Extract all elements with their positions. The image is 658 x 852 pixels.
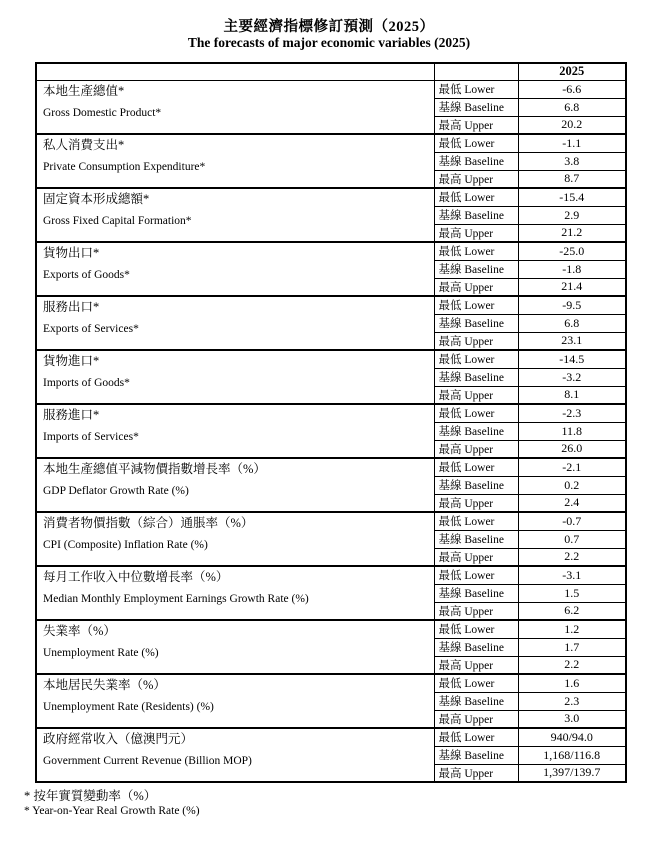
table-row	[36, 296, 626, 314]
value-cell: -15.4	[518, 188, 626, 206]
table-row	[36, 80, 626, 98]
scenario-label: 最高 Upper	[434, 278, 518, 296]
indicator-cell	[36, 458, 434, 512]
value-cell: 3.8	[518, 152, 626, 170]
value-cell: -1.1	[518, 134, 626, 152]
value-cell: -3.2	[518, 368, 626, 386]
indicator-cell	[36, 80, 434, 134]
header-scenario-cell	[434, 63, 518, 80]
scenario-label: 最高 Upper	[434, 764, 518, 782]
indicator-name-en: Imports of Goods*	[43, 377, 130, 389]
indicator-cell	[36, 134, 434, 188]
indicator-name-en: Gross Domestic Product*	[43, 106, 162, 119]
value-cell: 21.4	[518, 278, 626, 296]
indicator-cell	[36, 512, 434, 566]
scenario-label: 最高 Upper	[434, 116, 518, 134]
indicator-cell	[36, 242, 434, 296]
indicator-name-zh: 每月工作收入中位數增長率（%）	[43, 570, 229, 584]
value-cell: 1.2	[518, 620, 626, 638]
value-cell: 11.8	[518, 422, 626, 440]
indicator-name-zh: 貨物出口*	[43, 246, 100, 260]
value-cell: 1,397/139.7	[518, 764, 626, 782]
value-cell: 26.0	[518, 440, 626, 458]
value-cell: 8.7	[518, 170, 626, 188]
table-row	[36, 404, 626, 422]
table-row	[36, 512, 626, 530]
indicator-name-en: CPI (Composite) Inflation Rate (%)	[43, 539, 208, 551]
table-header-row	[36, 63, 626, 80]
scenario-label: 最低 Lower	[434, 134, 518, 152]
value-cell: 6.2	[518, 602, 626, 620]
indicator-name-en: Median Monthly Employment Earnings Growth Rate (%)	[43, 593, 309, 605]
value-cell: -0.7	[518, 512, 626, 530]
value-cell: 0.2	[518, 476, 626, 494]
indicator-name-en: GDP Deflator Growth Rate (%)	[43, 485, 189, 497]
scenario-label: 最高 Upper	[434, 602, 518, 620]
scenario-label: 基線 Baseline	[434, 476, 518, 494]
indicator-cell	[36, 674, 434, 728]
scenario-label: 最低 Lower	[434, 566, 518, 584]
scenario-label: 基線 Baseline	[434, 260, 518, 278]
indicator-name-zh: 服務出口*	[43, 300, 100, 314]
indicator-name-zh: 本地居民失業率（%）	[43, 678, 166, 692]
scenario-label: 基線 Baseline	[434, 422, 518, 440]
indicator-name-zh: 私人消費支出*	[43, 138, 125, 152]
table-row	[36, 458, 626, 476]
scenario-label: 最低 Lower	[434, 512, 518, 530]
table-row	[36, 728, 626, 746]
scenario-label: 最高 Upper	[434, 440, 518, 458]
table-row	[36, 242, 626, 260]
footnote-english: * Year-on-Year Real Growth Rate (%)	[24, 805, 200, 817]
value-cell: -14.5	[518, 350, 626, 368]
forecast-table	[35, 62, 627, 783]
scenario-label: 基線 Baseline	[434, 746, 518, 764]
scenario-label: 基線 Baseline	[434, 530, 518, 548]
value-cell: 1.7	[518, 638, 626, 656]
indicator-cell	[36, 566, 434, 620]
indicator-name-zh: 政府經常收入（億澳門元）	[43, 732, 194, 746]
scenario-label: 基線 Baseline	[434, 368, 518, 386]
value-cell: 1,168/116.8	[518, 746, 626, 764]
scenario-label: 最低 Lower	[434, 80, 518, 98]
value-cell: 940/94.0	[518, 728, 626, 746]
scenario-label: 基線 Baseline	[434, 692, 518, 710]
scenario-label: 最低 Lower	[434, 296, 518, 314]
indicator-name-en: Imports of Services*	[43, 431, 139, 443]
header-year-cell: 2025	[518, 63, 626, 80]
scenario-label: 最高 Upper	[434, 710, 518, 728]
indicator-name-zh: 固定資本形成總額*	[43, 192, 150, 206]
indicator-name-zh: 本地生產總值*	[43, 83, 125, 98]
indicator-name-en: Unemployment Rate (%)	[43, 647, 159, 659]
page-title-chinese: 主要經濟指標修訂預測（2025）	[223, 19, 435, 35]
scenario-label: 最低 Lower	[434, 350, 518, 368]
value-cell: 8.1	[518, 386, 626, 404]
table-row	[36, 188, 626, 206]
value-cell: -6.6	[518, 80, 626, 98]
value-cell: 2.2	[518, 548, 626, 566]
indicator-name-zh: 失業率（%）	[43, 624, 116, 638]
indicator-cell	[36, 350, 434, 404]
scenario-label: 最高 Upper	[434, 386, 518, 404]
indicator-cell	[36, 188, 434, 242]
value-cell: 1.5	[518, 584, 626, 602]
indicator-name-zh: 貨物進口*	[43, 354, 100, 368]
indicator-name-zh: 服務進口*	[43, 408, 100, 422]
scenario-label: 最低 Lower	[434, 620, 518, 638]
value-cell: 20.2	[518, 116, 626, 134]
scenario-label: 基線 Baseline	[434, 638, 518, 656]
table-row	[36, 350, 626, 368]
indicator-name-en: Government Current Revenue (Billion MOP)	[43, 755, 252, 767]
value-cell: -2.1	[518, 458, 626, 476]
indicator-cell	[36, 404, 434, 458]
scenario-label: 最高 Upper	[434, 332, 518, 350]
value-cell: 3.0	[518, 710, 626, 728]
value-cell: 1.6	[518, 674, 626, 692]
table-row	[36, 566, 626, 584]
scenario-label: 最低 Lower	[434, 242, 518, 260]
value-cell: 6.8	[518, 314, 626, 332]
value-cell: 2.3	[518, 692, 626, 710]
value-cell: -3.1	[518, 566, 626, 584]
scenario-label: 基線 Baseline	[434, 152, 518, 170]
scenario-label: 最高 Upper	[434, 548, 518, 566]
value-cell: 6.8	[518, 98, 626, 116]
page-title-english: The forecasts of major economic variables (2025)	[187, 35, 471, 50]
scenario-label: 最低 Lower	[434, 404, 518, 422]
value-cell: -2.3	[518, 404, 626, 422]
value-cell: 23.1	[518, 332, 626, 350]
value-cell: 0.7	[518, 530, 626, 548]
indicator-name-en: Gross Fixed Capital Formation*	[43, 215, 192, 227]
table-row	[36, 674, 626, 692]
indicator-name-zh: 消費者物價指數（綜合）通脹率（%）	[43, 516, 254, 530]
table-row	[36, 620, 626, 638]
indicator-name-zh: 本地生產總值平減物價指數增長率（%）	[43, 462, 266, 476]
scenario-label: 最高 Upper	[434, 494, 518, 512]
value-cell: 2.9	[518, 206, 626, 224]
scenario-label: 最高 Upper	[434, 224, 518, 242]
scenario-label: 最低 Lower	[434, 458, 518, 476]
value-cell: -25.0	[518, 242, 626, 260]
table-row	[36, 134, 626, 152]
scenario-label: 最高 Upper	[434, 170, 518, 188]
indicator-cell	[36, 296, 434, 350]
scenario-label: 最低 Lower	[434, 188, 518, 206]
indicator-name-en: Unemployment Rate (Residents) (%)	[43, 701, 214, 713]
scenario-label: 最低 Lower	[434, 728, 518, 746]
scenario-label: 最低 Lower	[434, 674, 518, 692]
scenario-label: 基線 Baseline	[434, 584, 518, 602]
indicator-name-en: Exports of Goods*	[43, 269, 130, 281]
value-cell: 21.2	[518, 224, 626, 242]
value-cell: 2.2	[518, 656, 626, 674]
scenario-label: 基線 Baseline	[434, 314, 518, 332]
value-cell: -9.5	[518, 296, 626, 314]
indicator-name-en: Private Consumption Expenditure*	[43, 161, 206, 173]
scenario-label: 最高 Upper	[434, 656, 518, 674]
header-indicator-cell	[36, 63, 434, 80]
indicator-name-en: Exports of Services*	[43, 323, 139, 335]
indicator-cell	[36, 620, 434, 674]
value-cell: -1.8	[518, 260, 626, 278]
scenario-label: 基線 Baseline	[434, 98, 518, 116]
value-cell: 2.4	[518, 494, 626, 512]
scenario-label: 基線 Baseline	[434, 206, 518, 224]
footnote-chinese: * 按年實質變動率（%）	[24, 789, 157, 803]
indicator-cell	[36, 728, 434, 782]
